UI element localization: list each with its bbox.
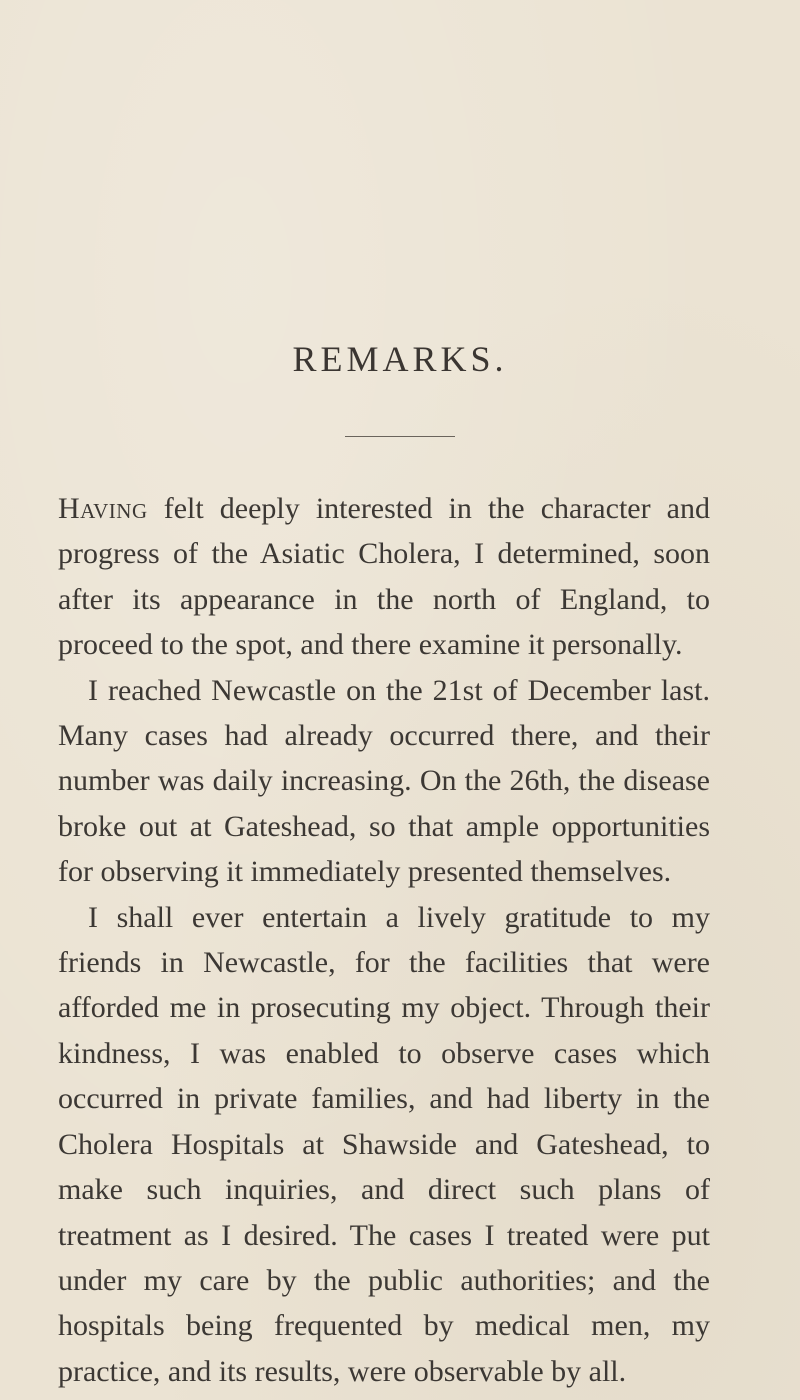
paragraph-1 [58,486,710,668]
paragraph-text: felt deeply interested in the character and progress of the Asiatic Cholera, I determined, soon after its appearance in the north of England, to proceed to the spot, and there examine it personally. [58,492,710,662]
paragraph-text: I reached Newcastle on the 21st of December last. Many cases had already occurred there, and their number was daily increasing. On the 26th, the disease broke out at Gateshead, so that ample opportunities for observing it immediately presented themselves. [58,673,710,889]
title-divider [345,436,455,437]
paragraph-2 [58,668,710,895]
page-title: REMARKS. [292,339,508,379]
paragraph-text: I shall ever entertain a lively gratitude to my friends in Newcastle, for the facilities that were afforded me in prosecuting my object. Through their kindness, I was enabled to observe cases which occurred in private families, and had liberty in the Cholera Hospitals at Shawside and Gateshead, to make such inquiries, and direct such plans of treatment as I desired. The cases I treated were put under my care by the public authorities; and the hospitals being frequented by medical men, my practice, and its results, were observable by all. [58,900,710,1388]
paragraph-3 [58,895,710,1394]
body-text [58,486,710,1394]
paragraph-lead-word: Having [58,492,148,525]
